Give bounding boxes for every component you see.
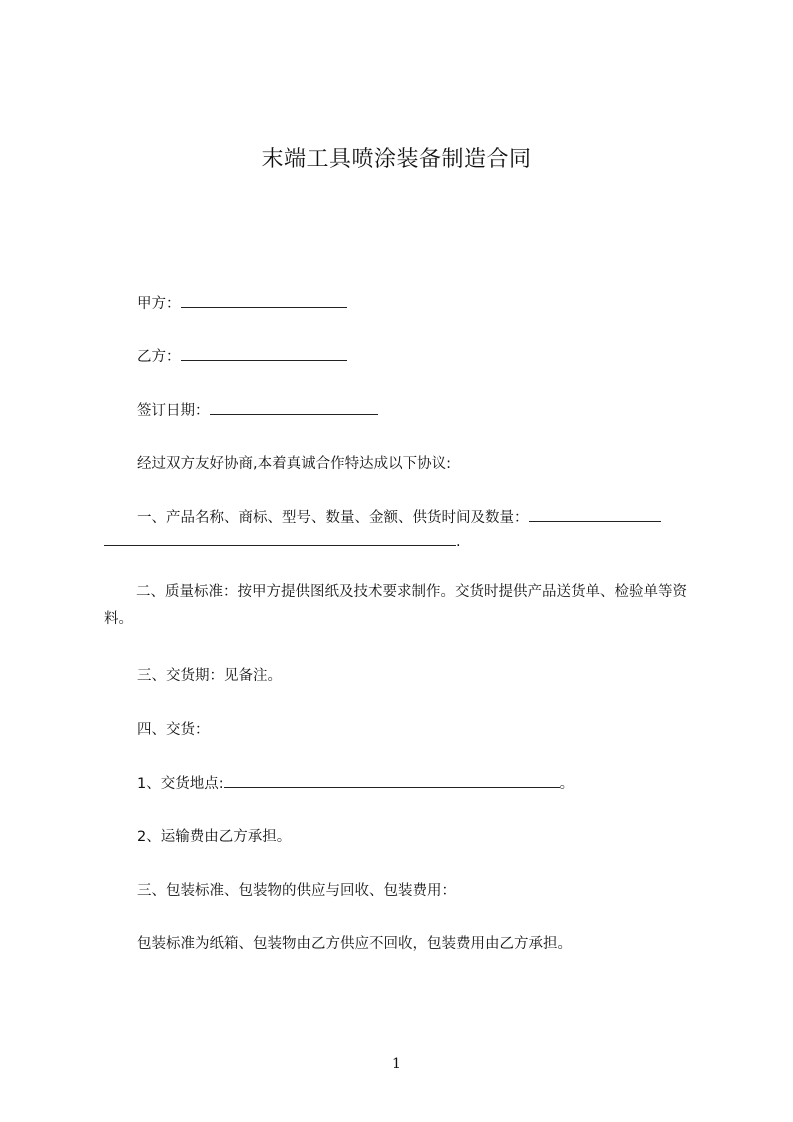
transport-fee-text: 2、运输费由乙方承担。 xyxy=(137,829,292,845)
party-b-label: 乙方： xyxy=(137,349,181,365)
clause-1-blank-b[interactable] xyxy=(104,530,456,546)
clause-4-text: 四、交货： xyxy=(137,722,210,738)
page-number: 1 xyxy=(392,1056,401,1072)
clause-1-line xyxy=(137,506,661,527)
clause-1-blank-a[interactable] xyxy=(529,506,661,522)
sign-date-label: 签订日期： xyxy=(137,403,210,419)
delivery-place-line xyxy=(137,772,574,793)
packaging-clause-heading: 三、包装标准、包装物的供应与回收、包装费用： xyxy=(137,883,456,899)
clause-2-text: 二、质量标准：按甲方提供图纸及技术要求制作。交货时提供产品送货单、检验单等资料。 xyxy=(104,584,687,627)
party-b-blank[interactable] xyxy=(181,345,347,361)
sign-date-line xyxy=(137,399,378,420)
party-a-line xyxy=(137,292,347,313)
party-a-label: 甲方： xyxy=(137,296,181,312)
party-b-line xyxy=(137,345,347,366)
intro-text: 经过双方友好协商,本着真诚合作特达成以下协议: xyxy=(137,456,451,472)
clause-3-text: 三、交货期：见备注。 xyxy=(137,668,282,684)
delivery-place-end: 。 xyxy=(559,776,575,792)
packaging-text: 包装标准为纸箱、包装物由乙方供应不回收，包装费用由乙方承担。 xyxy=(137,936,572,952)
sign-date-blank[interactable] xyxy=(210,399,378,415)
party-a-blank[interactable] xyxy=(181,292,347,308)
clause-1-label: 一、产品名称、商标、型号、数量、金额、供货时间及数量： xyxy=(137,510,529,526)
clause-1-continuation xyxy=(104,530,461,550)
delivery-place-blank[interactable] xyxy=(224,772,560,788)
clause-1-end: . xyxy=(456,534,461,550)
document-title: 末端工具喷涂装备制造合同 xyxy=(261,147,532,172)
delivery-place-label: 1、交货地点: xyxy=(137,776,224,792)
